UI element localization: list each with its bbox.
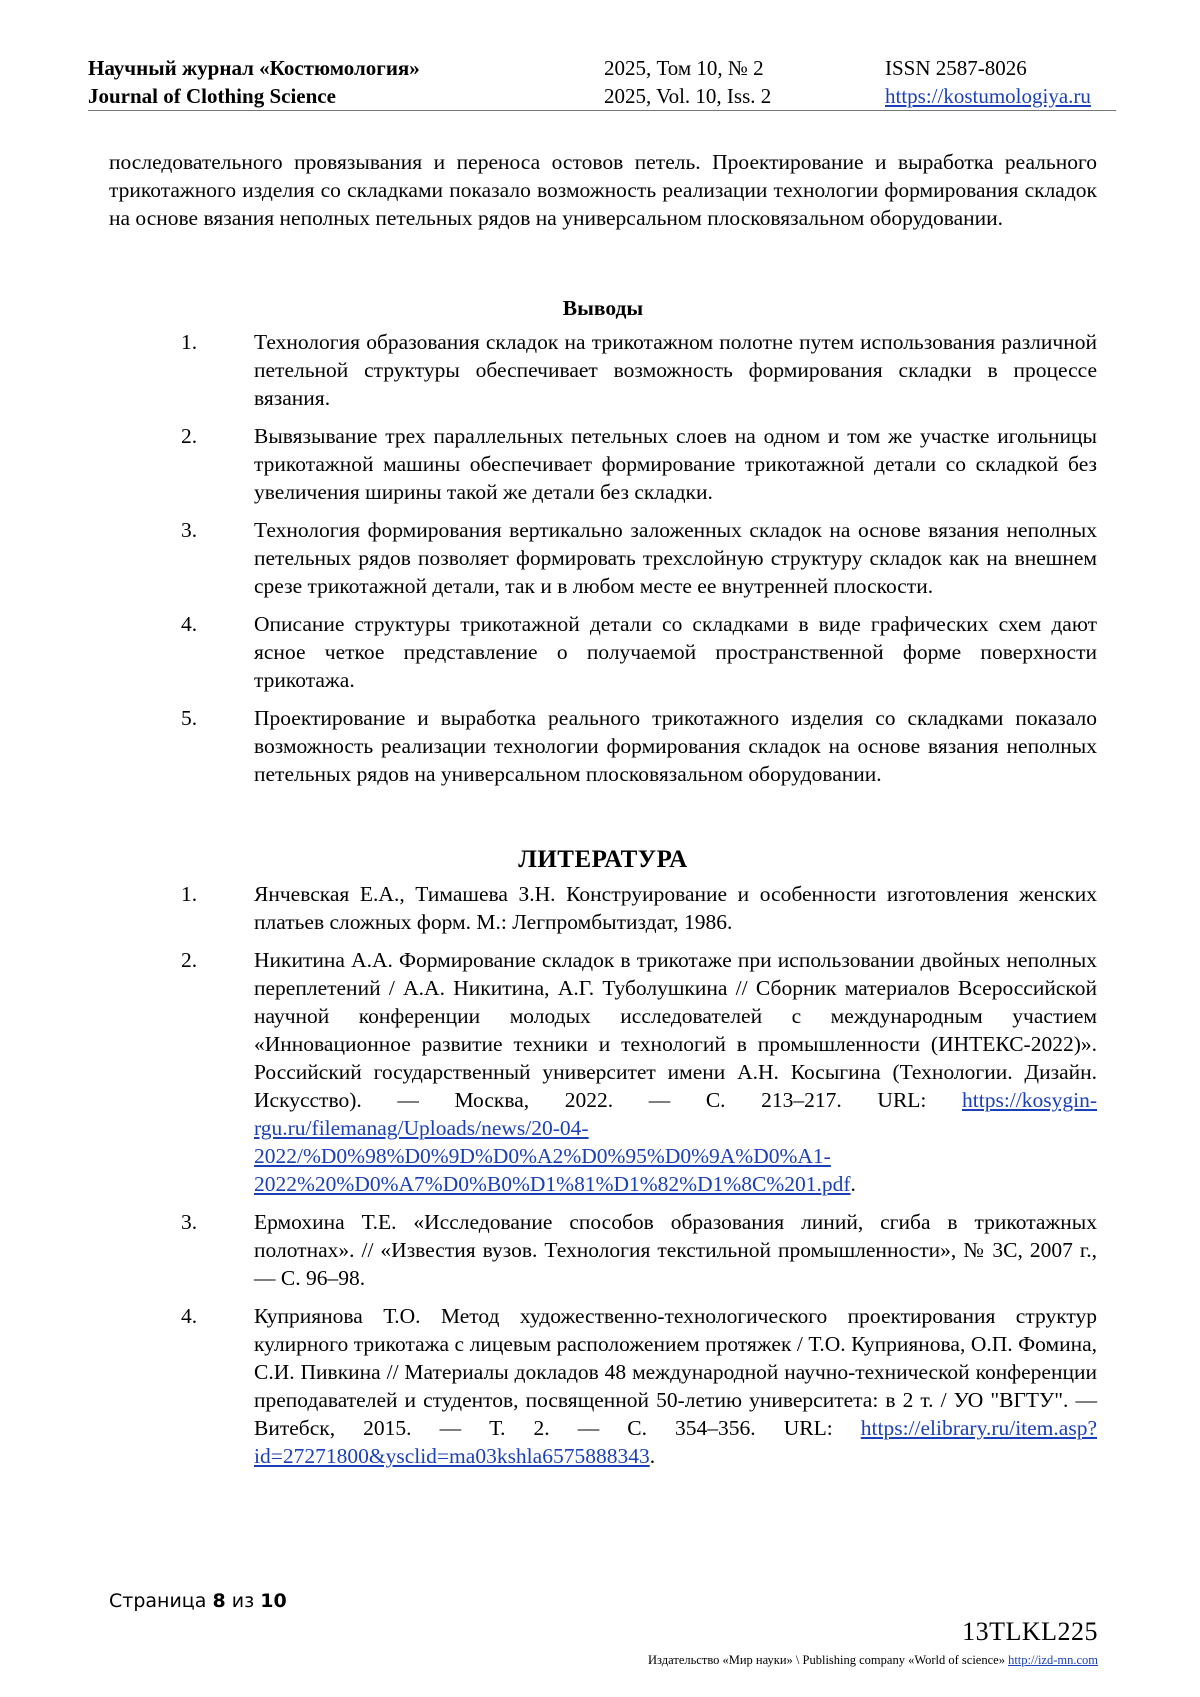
conclusion-item (109, 328, 1097, 412)
conclusion-item (109, 610, 1097, 694)
conclusion-text: Вывязывание трех параллельных петельных слоев на одном и том же участке игольницы трикотажной машины обеспечивает формирование трикотажной детали со складкой без увеличения ширины такой же детали без складки. (254, 424, 1097, 504)
reference-item (109, 1302, 1097, 1470)
journal-title-ru: Научный журнал «Костюмология» (88, 56, 420, 80)
reference-text: Ермохина Т.Е. «Исследование способов образования линий, сгиба в трикотажных полотнах». // «Известия вузов. Технология текстильной промышленности», № 3С, 2007 г., — С. 96–98. (254, 1210, 1097, 1290)
page-total: 10 (260, 1590, 287, 1612)
journal-title-en: Journal of Clothing Science (88, 84, 336, 108)
issn: ISSN 2587-8026 (885, 56, 1027, 80)
reference-number: 4. (181, 1304, 198, 1328)
page-header (88, 52, 1116, 112)
reference-body (254, 880, 1097, 936)
conclusion-item (109, 704, 1097, 788)
references-title: ЛИТЕРАТУРА (518, 846, 688, 873)
reference-item (109, 880, 1097, 936)
conclusion-item (109, 422, 1097, 506)
reference-text: Куприянова Т.О. Метод художественно-технологического проектирования структур кулирного трикотажа с лицевым расположением протяжек / Т.О. Куприянова, О.П. Фомина, С.И. Пивкина // Материалы докладов 48 международной научно-технической конференции преподавателей и студентов, посвященной 50-летию университета: в 2 т. / УО "ВГТУ". — Витебск, 2015. — Т. 2. — С. 354–356. URL: (254, 1304, 1097, 1440)
publisher-line (648, 1653, 1098, 1668)
main-content (109, 148, 1097, 1480)
conclusion-number: 3. (181, 518, 198, 542)
conclusions-title: Выводы (562, 296, 644, 320)
reference-item (109, 1208, 1097, 1292)
intro-paragraph: последовательного провязывания и переноса остовов петель. Проектирование и выработка реального трикотажного изделия со складками показало возможность реализации технологии формирования складок на основе вязания неполных петельных рядов на универсальном плосковязальном оборудовании. (109, 150, 1097, 230)
reference-number: 1. (181, 882, 198, 906)
journal-site-link[interactable]: https://kostumologiya.ru (885, 84, 1091, 108)
reference-link[interactable]: https://elibrary.ru/item.asp?id=27271800&ysclid=ma03kshla6575888343 (254, 1416, 1097, 1468)
conclusion-number: 2. (181, 424, 198, 448)
page-current: 8 (212, 1590, 226, 1612)
reference-number: 2. (181, 948, 198, 972)
conclusion-text: Проектирование и выработка реального трикотажного изделия со складками показало возможность реализации технологии формирования складок на основе вязания неполных петельных рядов на универсальном плосковязальном оборудовании. (254, 706, 1097, 786)
references-list (109, 880, 1097, 1470)
reference-text: Янчевская Е.А., Тимашева З.Н. Конструирование и особенности изготовления женских платьев сложных форм. М.: Легпромбытиздат, 1986. (254, 882, 1097, 934)
conclusions-list (109, 328, 1097, 788)
issue-en: 2025, Vol. 10, Iss. 2 (604, 84, 772, 108)
reference-body (254, 1302, 1097, 1470)
issn-info (885, 54, 1091, 110)
page-prefix: Страница (109, 1590, 207, 1612)
header-divider (88, 110, 1116, 111)
page-sep: из (231, 1590, 255, 1612)
publisher-text: Издательство «Мир науки» \ Publishing company «World of science» (648, 1653, 1009, 1667)
conclusion-number: 5. (181, 706, 198, 730)
page-number (109, 1590, 287, 1612)
conclusion-item (109, 516, 1097, 600)
reference-punct: . (850, 1172, 856, 1196)
reference-punct: . (649, 1444, 656, 1468)
conclusion-text: Технология образования складок на трикотажном полотне путем использования различной петельной структуры обеспечивает возможность формирования складки в процессе вязания. (254, 330, 1097, 410)
journal-title (88, 54, 420, 110)
reference-text: Никитина А.А. Формирование складок в трикотаже при использовании двойных неполных переплетений / А.А. Никитина, А.Г. Туболушкина // Сборник материалов Всероссийской научной конференции молодых исследователей с международным участием «Инновационное развитие техники и технологий в промышленности (ИНТЕКС-2022)». Российский государственный университет имени А.Н. Косыгина (Технологии. Дизайн. Искусство). — Москва, 2022. — С. 213–217. URL: (254, 948, 1097, 1112)
reference-body (254, 1208, 1097, 1292)
reference-link[interactable]: https://kosygin-rgu.ru/filemanag/Uploads/news/20-04-2022/%D0%98%D0%9D%D0%A2%D0%95%D0%9A%D0%A1-2022%20%D0%A7%D0%B0%D1%81%D1%82%D1%8C%201.pdf (254, 1088, 1097, 1196)
reference-item (109, 946, 1097, 1198)
conclusion-text: Описание структуры трикотажной детали со складками в виде графических схем дают ясное четкое представление о получаемой пространственной форме поверхности трикотажа. (254, 612, 1097, 692)
issue-ru: 2025, Том 10, № 2 (604, 56, 764, 80)
conclusion-text: Технология формирования вертикально заложенных складок на основе вязания неполных петельных рядов позволяет формировать трехслойную структуру складок как на внешнем срезе трикотажной детали, так и в любом месте ее внутренней плоскости. (254, 518, 1097, 598)
article-code: 13TLKL225 (962, 1617, 1098, 1646)
conclusion-number: 1. (181, 330, 198, 354)
reference-body (254, 946, 1097, 1198)
conclusion-number: 4. (181, 612, 198, 636)
reference-number: 3. (181, 1210, 198, 1234)
issue-info (604, 54, 771, 110)
publisher-link[interactable]: http://izd-mn.com (1008, 1653, 1098, 1667)
